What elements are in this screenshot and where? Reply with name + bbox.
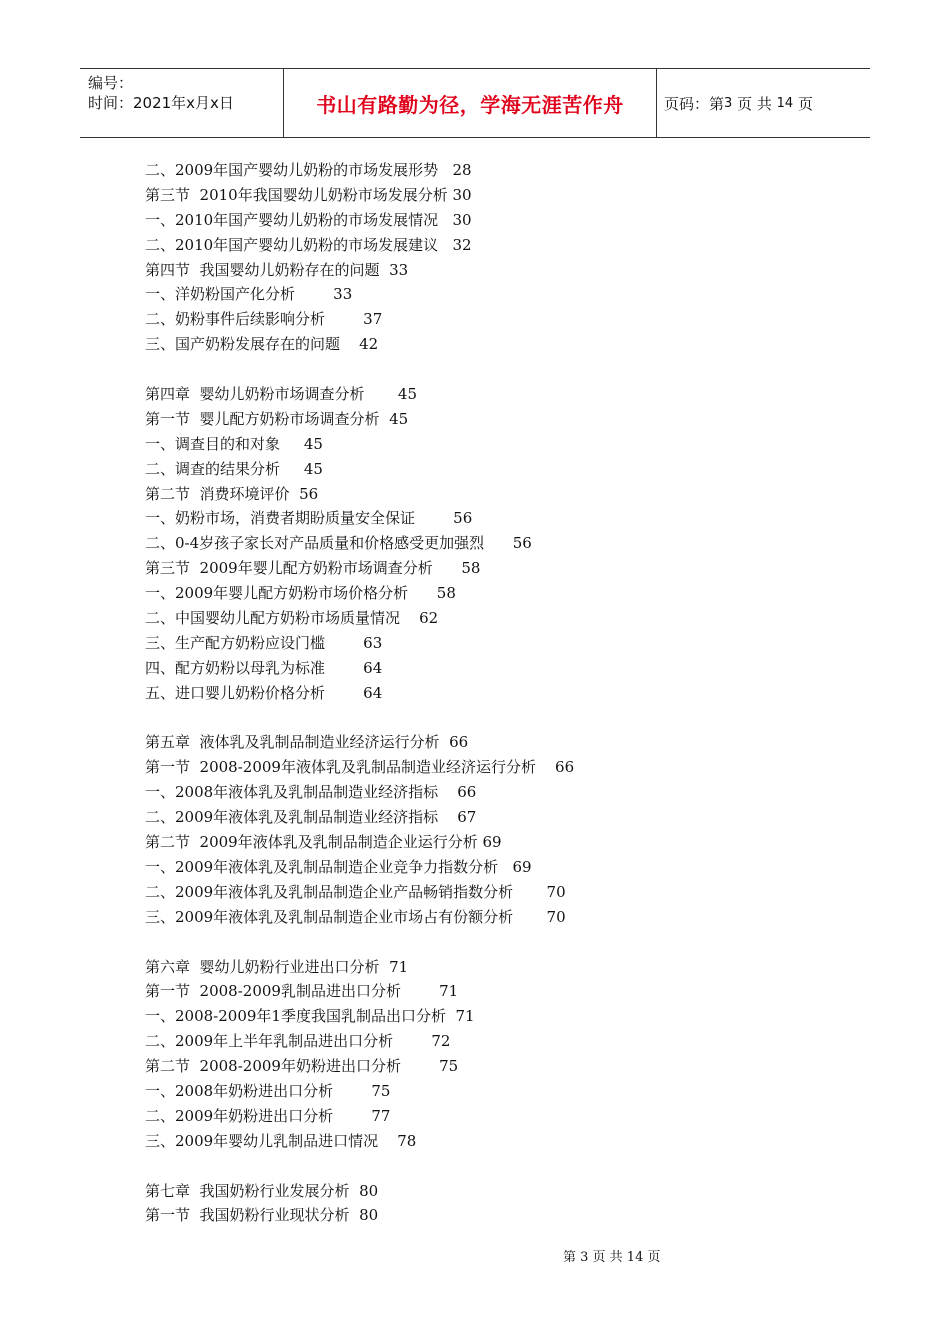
- toc-spacer: [145, 357, 574, 382]
- toc-entry: 五、进口婴儿奶粉价格分析 64: [145, 683, 383, 702]
- toc-entry: 第一节 婴儿配方奶粉市场调查分析 45: [145, 409, 409, 428]
- date-label: 时间：2021年x月x日: [88, 94, 234, 112]
- toc-entry: 四、配方奶粉以母乳为标准 64: [145, 658, 383, 677]
- header-meta: [88, 73, 283, 113]
- toc-entry: 第三节 2010年我国婴幼儿奶粉市场发展分析 30: [145, 185, 472, 204]
- motto: 书山有路勤为径，学海无涯苦作舟: [316, 92, 624, 117]
- toc-entry: 二、2010年国产婴幼儿奶粉的市场发展建议 32: [145, 235, 472, 254]
- toc-entry: 一、洋奶粉国产化分析 33: [145, 285, 353, 304]
- toc-entry: 第七章 我国奶粉行业发展分析 80: [145, 1181, 379, 1200]
- toc-entry: 二、2009年上半年乳制品进出口分析 72: [145, 1032, 451, 1051]
- page-suffix: 页: [797, 94, 813, 113]
- toc-entry: 三、2009年婴幼儿乳制品进口情况 78: [145, 1131, 417, 1150]
- toc-entry: 二、2009年奶粉进出口分析 77: [145, 1106, 391, 1125]
- toc-entry: 第二节 2009年液体乳及乳制品制造企业运行分析 69: [145, 833, 502, 852]
- toc-entry: 一、调查目的和对象 45: [145, 434, 323, 453]
- toc-entry: 一、2009年婴儿配方奶粉市场价格分析 58: [145, 584, 456, 603]
- page-prefix: 页码：第: [664, 94, 725, 113]
- toc-entry: 第三节 2009年婴儿配方奶粉市场调查分析 58: [145, 559, 481, 578]
- toc-entry: 一、2008年液体乳及乳制品制造业经济指标 66: [145, 783, 477, 802]
- toc-entry: 第四章 婴幼儿奶粉市场调查分析 45: [145, 385, 418, 404]
- toc-entry: 第一节 2008-2009年液体乳及乳制品制造业经济运行分析 66: [145, 758, 575, 777]
- toc-entry: 一、奶粉市场，消费者期盼质量安全保证 56: [145, 509, 473, 528]
- toc-entry: 三、生产配方奶粉应设门槛 63: [145, 633, 383, 652]
- toc-entry: 三、国产奶粉发展存在的问题 42: [145, 335, 379, 354]
- toc-entry: 一、2008年奶粉进出口分析 75: [145, 1081, 391, 1100]
- toc-entry: 三、2009年液体乳及乳制品制造企业市场占有份额分析 70: [145, 907, 566, 926]
- toc-entry: 一、2009年液体乳及乳制品制造企业竞争力指数分析 69: [145, 857, 532, 876]
- toc-entry: 二、中国婴幼儿配方奶粉市场质量情况 62: [145, 609, 439, 628]
- table-of-contents: [145, 158, 574, 1228]
- page-indicator: [664, 69, 813, 137]
- toc-entry: 二、2009年液体乳及乳制品制造企业产品畅销指数分析 70: [145, 882, 566, 901]
- toc-spacer: [145, 706, 574, 731]
- toc-entry: 第四节 我国婴幼儿奶粉存在的问题 33: [145, 260, 409, 279]
- toc-entry: 第二节 2008-2009年奶粉进出口分析 75: [145, 1057, 459, 1076]
- toc-entry: 一、2010年国产婴幼儿奶粉的市场发展情况 30: [145, 210, 472, 229]
- toc-entry: 一、2008-2009年1季度我国乳制品出口分析 71: [145, 1007, 475, 1026]
- header-divider: [656, 69, 657, 137]
- page-current: 3: [724, 95, 733, 111]
- page-header: [80, 68, 870, 138]
- toc-spacer: [145, 930, 574, 955]
- toc-entry: 二、调查的结果分析 45: [145, 459, 323, 478]
- toc-entry: 第五章 液体乳及乳制品制造业经济运行分析 66: [145, 733, 469, 752]
- toc-entry: 二、0-4岁孩子家长对产品质量和价格感受更加强烈 56: [145, 534, 532, 553]
- page-footer: 第 3 页 共 14 页: [563, 1250, 661, 1265]
- page-mid: 页 共: [737, 94, 772, 113]
- toc-entry: 二、2009年国产婴幼儿奶粉的市场发展形势 28: [145, 161, 472, 179]
- toc-entry: 第二节 消费环境评价 56: [145, 484, 319, 503]
- code-label: 编号：: [88, 74, 134, 92]
- toc-entry: 二、奶粉事件后续影响分析 37: [145, 310, 383, 329]
- toc-entry: 第一节 2008-2009乳制品进出口分析 71: [145, 982, 459, 1001]
- toc-entry: 第六章 婴幼儿奶粉行业进出口分析 71: [145, 957, 409, 976]
- toc-spacer: [145, 1154, 574, 1179]
- toc-entry: 二、2009年液体乳及乳制品制造业经济指标 67: [145, 808, 477, 827]
- page-total: 14: [776, 95, 794, 111]
- toc-entry: 第一节 我国奶粉行业现状分析 80: [145, 1206, 379, 1225]
